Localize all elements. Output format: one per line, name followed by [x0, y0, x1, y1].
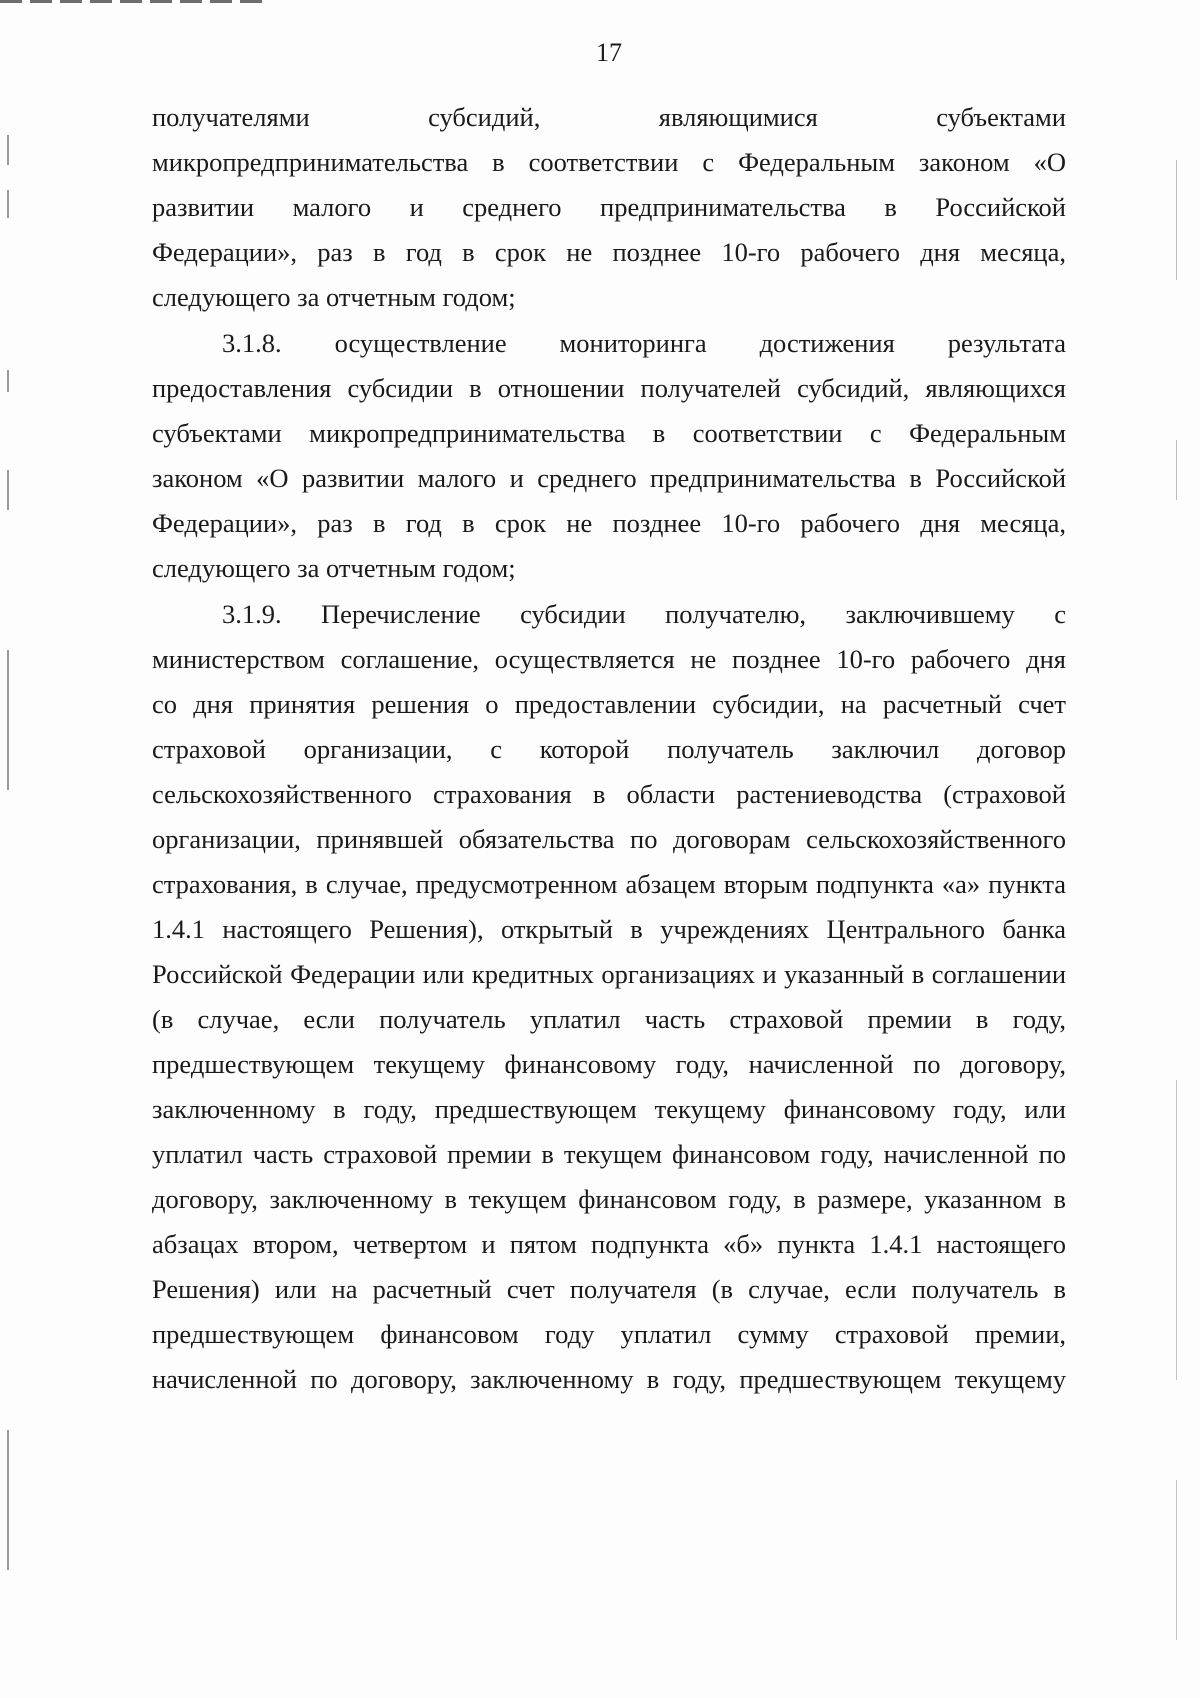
paragraph-start-3-1-9: 3.1.9. Перечисление субсидии получателю, заключившему с: [222, 599, 1066, 629]
text-line: Решения) или на расчетный счет получателя (в случае, если получатель в: [152, 1274, 1066, 1304]
text-line: микропредпринимательства в соответствии с Федеральным законом «О: [152, 147, 1066, 177]
scan-artifact-left: [7, 370, 9, 392]
scan-artifact-right: [1176, 440, 1177, 500]
scan-artifact-right: [1176, 160, 1177, 280]
scan-artifact-left: [7, 135, 9, 165]
text-line: организации, принявшей обязательства по договорам сельскохозяйственного: [152, 824, 1066, 854]
text-line: начисленной по договору, заключенному в году, предшествующем текущему: [152, 1364, 1066, 1394]
text-line: предоставления субсидии в отношении получателей субсидий, являющихся: [152, 373, 1066, 403]
text-line: страховой организации, с которой получатель заключил договор: [152, 734, 1066, 764]
text-line: уплатил часть страховой премии в текущем финансовом году, начисленной по: [152, 1139, 1066, 1169]
text-line: следующего за отчетным годом;: [152, 553, 516, 583]
text-line: Федерации», раз в год в срок не позднее 10-го рабочего дня месяца,: [152, 508, 1066, 538]
text-line: получателями субсидий, являющимися субъектами: [152, 102, 1066, 132]
text-line: предшествующем текущему финансовому году, начисленной по договору,: [152, 1049, 1066, 1079]
text-line: министерством соглашение, осуществляется не позднее 10-го рабочего дня: [152, 644, 1066, 674]
text-line: следующего за отчетным годом;: [152, 282, 516, 312]
text-line: сельскохозяйственного страхования в области растениеводства (страховой: [152, 779, 1066, 809]
text-line: субъектами микропредпринимательства в соответствии с Федеральным: [152, 418, 1066, 448]
scan-artifact-left: [7, 650, 9, 790]
text-line: со дня принятия решения о предоставлении субсидии, на расчетный счет: [152, 689, 1066, 719]
scan-artifact-left: [7, 470, 9, 510]
text-line: предшествующем финансовом году уплатил сумму страховой премии,: [152, 1319, 1066, 1349]
text-line: 1.4.1 настоящего Решения), открытый в учреждениях Центрального банка: [152, 914, 1066, 944]
scan-artifact-right: [1176, 1480, 1177, 1640]
page-number: 17: [596, 38, 622, 67]
text-line: Федерации», раз в год в срок не позднее 10-го рабочего дня месяца,: [152, 237, 1066, 267]
paragraph-start-3-1-8: 3.1.8. осуществление мониторинга достижения результата: [222, 328, 1066, 358]
scan-artifact-left: [7, 190, 9, 218]
text-line: развитии малого и среднего предпринимательства в Российской: [152, 192, 1066, 222]
text-line: заключенному в году, предшествующем текущему финансовому году, или: [152, 1094, 1066, 1124]
text-line: законом «О развитии малого и среднего предпринимательства в Российской: [152, 463, 1066, 493]
text-line: страхования, в случае, предусмотренном абзацем вторым подпункта «а» пункта: [152, 869, 1066, 899]
text-line: Российской Федерации или кредитных организациях и указанный в соглашении: [152, 959, 1066, 989]
text-line: договору, заключенному в текущем финансовом году, в размере, указанном в: [152, 1184, 1066, 1214]
scan-artifact-left: [7, 1430, 9, 1570]
text-line: (в случае, если получатель уплатил часть страховой премии в году,: [152, 1004, 1066, 1034]
scan-artifact-right: [1176, 1080, 1177, 1380]
scan-artifact-top: [0, 0, 270, 3]
text-line: абзацах втором, четвертом и пятом подпункта «б» пункта 1.4.1 настоящего: [152, 1229, 1066, 1259]
